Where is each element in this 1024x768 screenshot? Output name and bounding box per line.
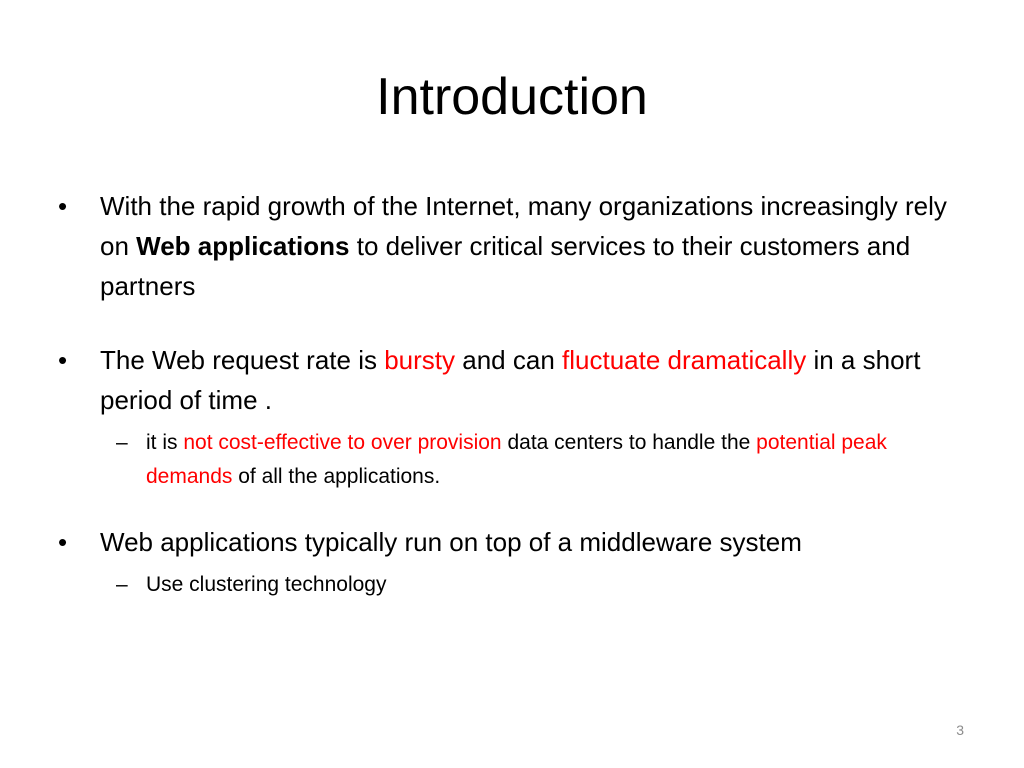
sub-bullet-list (100, 568, 968, 602)
slide-title: Introduction (376, 68, 648, 126)
bullet-icon: • (58, 345, 68, 375)
bullet-text (100, 340, 968, 420)
text-run: The Web request rate is (100, 345, 385, 375)
dash-icon: – (116, 431, 128, 454)
text-run: data centers to handle the (501, 431, 757, 454)
sub-bullet-list (100, 426, 968, 494)
sub-bullet-item (100, 426, 968, 494)
bullet-text (100, 186, 968, 306)
red-text-run: potential peak demands (146, 431, 887, 488)
text-run: With the rapid growth of the Internet, many organizations increasingly rely on (100, 191, 947, 261)
bold-text-run: Web applications (136, 231, 350, 261)
bullet-list (58, 186, 968, 602)
text-run: to deliver critical services to their customers and partners (100, 231, 911, 301)
bullet-item (58, 186, 968, 306)
text-run: and can (455, 345, 563, 375)
red-text-run: bursty (384, 345, 456, 375)
bullet-icon: • (58, 191, 68, 221)
bullet-item (58, 522, 968, 602)
red-text-run: not cost-effective to over provision (183, 431, 502, 454)
bullet-icon: • (58, 527, 68, 557)
dash-icon: – (116, 573, 128, 596)
text-run: Use clustering technology (146, 573, 387, 596)
text-run: Web applications typically run on top of a middleware system (100, 527, 802, 557)
red-text-run: fluctuate dramatically (562, 345, 807, 375)
page-number: 3 (956, 722, 964, 738)
text-run: it is (146, 431, 184, 454)
text-run: in a short period of time . (100, 345, 921, 415)
sub-bullet-text (146, 431, 887, 488)
bullet-text (100, 522, 968, 562)
text-run: of all the applications. (232, 465, 441, 488)
sub-bullet-item (100, 568, 968, 602)
bullet-item (58, 340, 968, 494)
sub-bullet-text (146, 573, 386, 596)
